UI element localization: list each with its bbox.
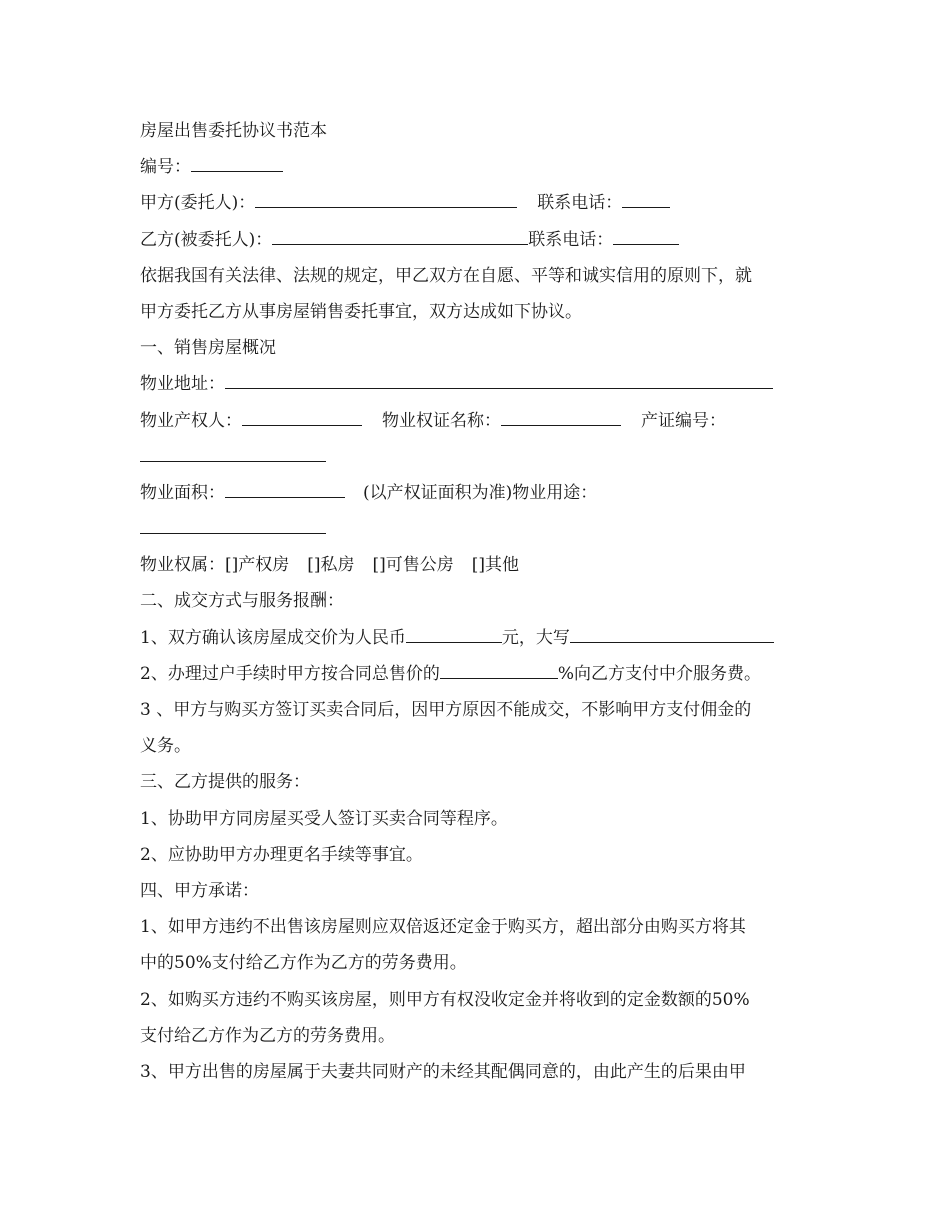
party-a-label: 甲方(委托人)： — [140, 193, 256, 214]
area-line — [140, 475, 815, 511]
cert-name-label: 物业权证名称： — [382, 410, 501, 431]
ownership-option-private[interactable]: []私房 — [307, 555, 355, 576]
usage-blank[interactable] — [140, 517, 326, 534]
area-blank[interactable] — [225, 481, 345, 498]
section-4-heading: 四、甲方承诺： — [140, 880, 259, 901]
owner-label: 物业产权人： — [140, 410, 242, 431]
party-b-phone-blank[interactable] — [613, 227, 679, 244]
ownership-line — [140, 547, 815, 583]
s2-item-2 — [140, 656, 815, 692]
price-capital-blank[interactable] — [570, 625, 774, 642]
code-line — [140, 149, 815, 185]
s2-item-2-suffix: %向乙方支付中介服务费。 — [557, 663, 761, 684]
s2-item-3-line-1: 3 、甲方与购买方签订买卖合同后，因甲方原因不能成交，不影响甲方支付佣金的 — [140, 700, 752, 720]
party-a-blank[interactable] — [255, 191, 517, 208]
cert-no-blank[interactable] — [140, 445, 326, 462]
s4-item-3-line-1: 3、甲方出售的房屋属于夫妻共同财产的未经其配偶同意的，由此产生的后果由甲 — [140, 1061, 746, 1082]
s4-item-2-line-2: 支付给乙方作为乙方的劳务费用。 — [140, 1025, 395, 1046]
code-label: 编号： — [140, 157, 191, 178]
cert-name-blank[interactable] — [501, 408, 621, 425]
owner-blank[interactable] — [242, 408, 362, 425]
party-a-line — [140, 185, 815, 221]
s4-item-1-line-2: 中的50%支付给乙方作为乙方的劳务费用。 — [140, 953, 467, 974]
ownership-option-property-right[interactable]: []产权房 — [225, 555, 290, 576]
code-blank[interactable] — [191, 155, 283, 172]
address-blank[interactable] — [225, 372, 773, 389]
s4-item-1-line-1: 1、如甲方违约不出售该房屋则应双倍返还定金于购买方，超出部分由购买方将其 — [140, 917, 746, 938]
document-body — [140, 113, 815, 1090]
party-a-phone-label: 联系电话： — [537, 193, 623, 214]
s2-item-1-prefix: 1、双方确认该房屋成交价为人民币 — [140, 627, 406, 648]
s2-item-1 — [140, 620, 815, 656]
section-3-heading: 三、乙方提供的服务： — [140, 772, 310, 793]
ownership-label: 物业权属： — [140, 555, 225, 576]
party-b-blank[interactable] — [272, 227, 528, 244]
party-b-phone-label: 联系电话： — [528, 229, 614, 250]
section-2-heading: 二、成交方式与服务报酬： — [140, 591, 344, 612]
address-line — [140, 366, 815, 402]
address-label: 物业地址： — [140, 374, 225, 395]
intro-line-2: 甲方委托乙方从事房屋销售委托事宜，双方达成如下协议。 — [140, 301, 582, 322]
s3-item-1: 1、协助甲方同房屋买受人签订买卖合同等程序。 — [140, 808, 508, 829]
fee-percent-blank[interactable] — [440, 662, 558, 679]
s2-item-3-line-2: 义务。 — [140, 736, 191, 757]
area-note: (以产权证面积为准)物业用途： — [363, 482, 598, 503]
s4-item-2-line-1: 2、如购买方违约不购买该房屋，则甲方有权没收定金并将收到的定金数额的50% — [140, 989, 750, 1010]
cert-no-line — [140, 439, 815, 475]
usage-line — [140, 511, 815, 547]
cert-no-label: 产证编号： — [641, 410, 726, 431]
price-blank[interactable] — [406, 625, 502, 642]
s3-item-2: 2、应协助甲方办理更名手续等事宜。 — [140, 844, 423, 865]
party-a-phone-blank[interactable] — [622, 191, 670, 208]
section-1-heading: 一、销售房屋概况 — [140, 338, 276, 359]
intro-line-1: 依据我国有关法律、法规的规定，甲乙双方在自愿、平等和诚实信用的原则下，就 — [140, 265, 752, 286]
party-b-line — [140, 222, 815, 258]
document-title: 房屋出售委托协议书范本 — [140, 121, 327, 141]
owner-line — [140, 403, 815, 439]
ownership-option-other[interactable]: []其他 — [471, 555, 520, 576]
s2-item-1-mid: 元，大写 — [501, 627, 570, 648]
s2-item-2-prefix: 2、办理过户手续时甲方按合同总售价的 — [140, 663, 440, 684]
area-label: 物业面积： — [140, 482, 225, 503]
ownership-option-public-saleable[interactable]: []可售公房 — [372, 555, 454, 576]
party-b-label: 乙方(被委托人)： — [140, 229, 273, 250]
